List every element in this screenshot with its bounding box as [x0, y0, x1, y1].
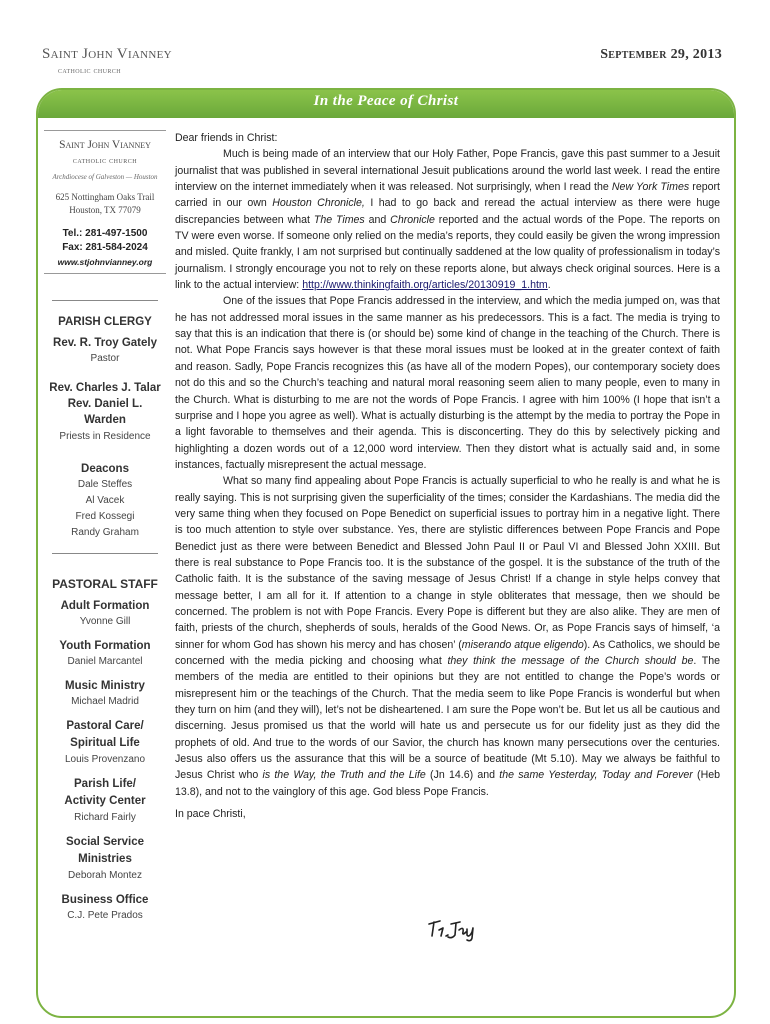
sidebar-church-sub: catholic church	[72, 156, 138, 165]
masthead-church-name: Saint John Vianney	[42, 46, 172, 62]
parish-info-box	[44, 130, 166, 274]
staff-name: C.J. Pete Prados	[67, 910, 143, 921]
salutation: Dear friends in Christ:	[175, 132, 278, 144]
staff-role: Business Office	[61, 894, 149, 906]
priest-name: Rev. Charles J. Talar	[49, 382, 161, 394]
letter-paragraph: What so many find appealing about Pope Francis is actually superficial to who he really is and what he is really saying. This is not surprising given the superficiality of the times; consider the Kardashians. The media did the very same thing when they focused on Pope Benedict on superficial issues to portray him in a negative light. There is too much attention to style over substance. Yes, there are stylistic differences between Pope Francis and Pope Benedict just as there were between Benedict and Blessed John Paul II or Paul VI and Blessed John XXIII. But there is real substance to Pope Francis too. It is the substance of the gospel. It is the substance of the truth of the Catholic faith. It is the substance of the saving message of Jesus Christ! If a change in style helps convey that message better, I am all for it. If attention to a change in style obliterates that message, then we should be concerned. The problem is not with Pope Francis. Every Pope is different but they are also alike. They are men of faith, priests of the church, shepherds of souls, heralds of the Good News. Or, as Pope Francis says of himself, ‘a sinner for whom God has shown his mercy and has chosen’ (miserando atque eligendo). As Catholics, we should be concerned with the media picking and choosing what they think the message of the Church should be. The members of the media are entitled to their opinions but they are not entitled to change the Pope’s words or misrepresent him or the teachings of the Church. That the media seem to like Pope Francis is wonderful but when they turn on him (and they will), let’s not be disheartened. I am sure the Pope won’t be. But let us all be cautious and discerning. Jesus promised us that the world will hate us and persecute us for our fidelity just as they did the prophets of old. And true to the words of our Savior, the church has known many persecutions over the centuries. Jesus also offers us the assurance that this will be a source of beatitude (Mt 5.10). May we always be faithful to Jesus Christ who is the Way, the Truth and the Life (Jn 14.6) and the same Yesterday, Today and Forever (Heb 13.8), and not to the vainglory of this age. God bless Pope Francis.	[175, 475, 721, 798]
staff-role: Social Service Ministries	[66, 836, 144, 865]
pastor-letter	[175, 130, 720, 822]
phone-number: Tel.: 281-497-1500	[62, 228, 148, 239]
issue-date: September 29, 2013	[600, 47, 722, 62]
interview-link[interactable]: http://www.thinkingfaith.org/articles/20130919_1.htm	[302, 279, 548, 292]
pastor-title: Pastor	[90, 353, 120, 364]
deacon-name: Al Vacek	[85, 495, 125, 506]
deacons-heading: Deacons	[81, 463, 129, 475]
staff-name: Deborah Montez	[68, 870, 142, 881]
staff-heading: PASTORAL STAFF	[52, 577, 158, 591]
staff-name: Richard Fairly	[74, 812, 136, 823]
address-line-2: Houston, TX 77079	[69, 205, 141, 215]
staff-name: Daniel Marcantel	[67, 656, 143, 667]
staff-role: Adult Formation	[60, 600, 150, 612]
deacon-name: Dale Steffes	[77, 479, 133, 490]
staff-name: Yvonne Gill	[79, 616, 131, 627]
priests-title: Priests in Residence	[59, 431, 151, 442]
sidebar-church-name: Saint John Vianney	[59, 139, 151, 151]
phone-block	[44, 227, 166, 255]
closing: In pace Christi,	[175, 808, 246, 821]
staff-name: Michael Madrid	[71, 696, 139, 707]
pastor-name: Rev. R. Troy Gately	[53, 337, 157, 349]
masthead	[42, 46, 172, 75]
deacon-name: Fred Kossegi	[75, 511, 135, 522]
address	[44, 191, 166, 217]
archdiocese: Archdiocese of Galveston — Houston	[52, 173, 158, 181]
fax-number: Fax: 281-584-2024	[62, 242, 148, 253]
staff-role: Pastoral Care/ Spiritual Life	[66, 720, 144, 749]
letter-paragraph: Much is being made of an interview that our Holy Father, Pope Francis, gave this past summer to a Jesuit journalist that was published in several international Jesuit publications around the world last week. I read the entire interview on the internet immediately when it was released. Not surprisingly, when I read the New York Times report carried in our own Houston Chronicle, I had to go back and reread the actual interview as there were huge discrepancies between what The Times and Chronicle reported and the actual words of the Pope. The reports on TV were even worse. If someone only relied on the media’s reports, they could easily be given the wrong impression and misled. Quite frankly, I am not surprised but continually saddened at the low quality of professionalism in today’s journalism. I strongly encourage you not to rely on these reports alone, but always check original sources. Here is a link to the actual interview: http://www.thinkingfaith.org/articles/20130919_1.htm.	[175, 148, 721, 292]
staff-role: Youth Formation	[59, 640, 151, 652]
letter-paragraph: One of the issues that Pope Francis addressed in the interview, and which the media jumped on, was that he has not addressed moral issues in the same manner as his predecessors. This is a fact. The media is trying to say that this is an indication that there is (or should be) some kind of change in the teaching of the Church. There is not. What Pope Francis says however is that these moral issues must be looked at in the greater context of faith and reason. Sadly, Pope Francis recognizes this (as have all of the modern Popes), our contemporary society does not do this and so the Church’s teaching and natural moral reasoning seem alien to many people, even to many in the Church. What is disturbing to me are not the words of Pope Francis. I agree with him 100% (I hope that isn’t a surprise and I hope you agree as well). What is actually disturbing is the attempt by the media to portray the Pope in a light favorable to themselves and their agenda. This is disconcerting. They do this by selectively picking and highlighting a dozen words out of a 12,000 word interview. Then they distort what is actually said and, in some instances, factually misrepresent the actual message.	[175, 295, 720, 471]
staff-name: Louis Provenzano	[64, 754, 146, 765]
clergy-heading: PARISH CLERGY	[58, 316, 152, 328]
banner-title: In the Peace of Christ	[313, 93, 459, 109]
masthead-church-sub: catholic church	[58, 65, 121, 75]
sidebar	[44, 130, 166, 924]
divider	[52, 300, 158, 301]
divider	[52, 553, 158, 554]
deacon-name: Randy Graham	[71, 527, 139, 538]
signature	[426, 916, 486, 942]
staff-role: Parish Life/ Activity Center	[64, 778, 146, 807]
content-frame	[36, 88, 736, 1018]
website[interactable]: www.stjohnvianney.org	[57, 257, 153, 267]
address-line-1: 625 Nottingham Oaks Trail	[55, 192, 155, 202]
priest-name: Rev. Daniel L. Warden	[67, 398, 143, 426]
staff-role: Music Ministry	[65, 680, 145, 692]
